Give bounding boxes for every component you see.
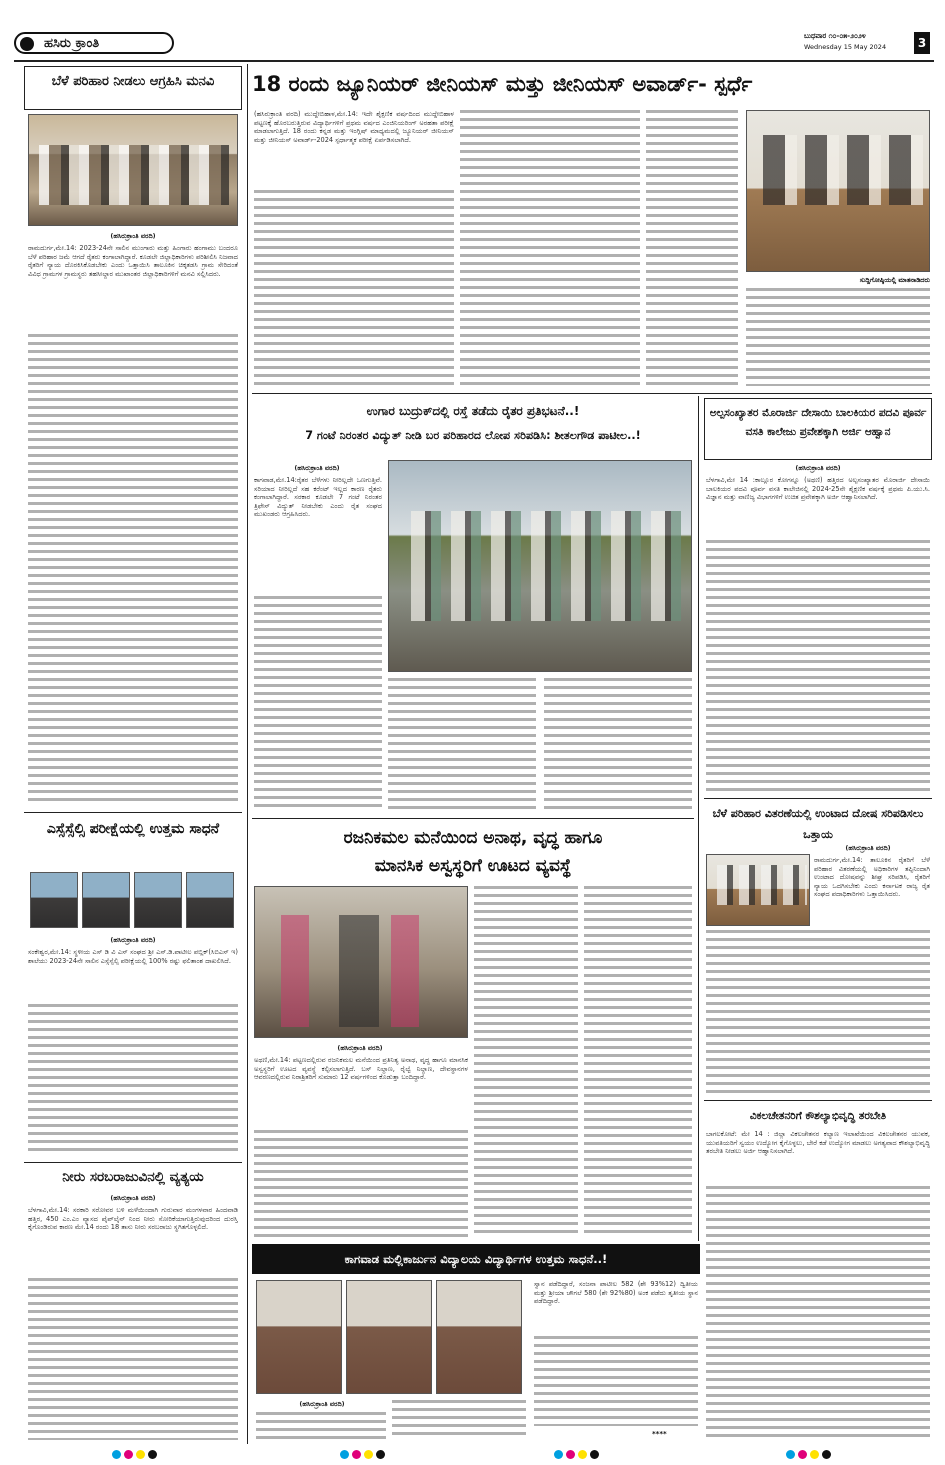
student-photo (346, 1280, 432, 1394)
article-meal-arrangement (252, 822, 694, 1242)
masthead (14, 10, 934, 60)
registration-dot (352, 1450, 361, 1459)
photo-figures (269, 915, 449, 1027)
student-photos (30, 872, 236, 928)
article-body (392, 1400, 526, 1440)
separator (704, 798, 932, 799)
article-body (706, 930, 930, 1094)
article-photo (388, 460, 692, 672)
separator (252, 393, 932, 394)
student-photo (256, 1280, 342, 1394)
registration-dot (148, 1450, 157, 1459)
article-crop-relief-petition (24, 66, 242, 806)
article-water-supply (24, 1162, 242, 1444)
separator (704, 1100, 932, 1101)
article-body (474, 886, 578, 1238)
photo-caption: ಸುದ್ದಿಗೋಷ್ಠಿಯಲ್ಲಿ ಮಾತನಾಡಿದರು (859, 276, 930, 284)
registration-dot (578, 1450, 587, 1459)
article-headline: ಬೆಳೆ ಪರಿಹಾರ ನೀಡಲು ಆಗ್ರಹಿಸಿ ಮನವಿ (24, 66, 242, 110)
article-source: (ಹಸಿರುಕ್ರಾಂತಿ ವರದಿ) (110, 1194, 156, 1202)
masthead-logo (14, 32, 174, 54)
article-school-achievement (252, 1244, 700, 1444)
article-body (534, 1336, 698, 1426)
masthead-rule (14, 60, 934, 62)
article-source: (ಹಸಿರುಕ್ರಾಂತಿ ವರದಿ) (110, 936, 156, 944)
article-body (706, 540, 930, 792)
article-farmers-protest (252, 398, 694, 816)
article-body (28, 1278, 238, 1440)
article-lead: ಬಾಗಲಕೋಟೆ: ಮೇ 14 : ಜಿಲ್ಲಾ ವಿಕಲಚೇತನರ ಕಲ್ಯಾಣ ಇಲಾಖೆಯಿಂದ ವಿಕಲಚೇತನರ ಯುವಕ, ಯುವತಿಯರಿಗೆ ಸ್ವಯಂ ಉದ್ಯೋಗ ಕೈಗೊಳ್ಳಲು, ಬೇರೆ ಕಡೆ ಉದ್ಯೋಗ ಮಾಡಲು ಅಗತ್ಯವಾದ ಕೌಶಲ್ಯಾಭಿವೃದ್ಧಿ ತರಬೇತಿ ನೀಡಲು ಅರ್ಜಿ ಆಹ್ವಾನಿಸಲಾಗಿದೆ. (706, 1130, 930, 1156)
registration-dot (124, 1450, 133, 1459)
registration-dot (810, 1450, 819, 1459)
article-lead: ಕಾಗವಾಡ,ಮೇ.14:ರೈತರ ಬೆಳೆಗಳು ನೀರಿಲ್ಲದೇ ಒಣಗುತ್ತಿವೆ. ಸರಿಯಾದ ನೀರಿಲ್ಲದೆ ಸಹ ಕರೆಂಟ್ ಇಲ್ಲದ ಕಾರಣ ರೈತರು ಕಂಗಾಲಾಗಿದ್ದಾರೆ. ಸರಕಾರ ಕೂಡಲೇ 7 ಗಂಟೆ ನಿರಂತರ ತ್ರಿಫೇಸ್ ವಿದ್ಯುತ್ ನೀಡಬೇಕು ಎಂದು ರೈತ ಸಂಘದ ಮುಖಂಡರು ಆಗ್ರಹಿಸಿದರು. (254, 476, 382, 519)
column-rule-left (247, 64, 248, 1444)
article-headline: ಬೆಳೆ ಪರಿಹಾರ ವಿತರಣೆಯಲ್ಲಿ ಉಂಟಾದ ದೋಷ ಸರಿಪಡಿಸಲು ಒತ್ತಾಯ (712, 807, 924, 841)
article-skill-training (704, 1100, 932, 1444)
article-body (706, 1186, 930, 1440)
registration-dot (590, 1450, 599, 1459)
article-crop-relief-error (704, 798, 932, 1098)
article-admission-notice (704, 398, 932, 796)
end-mark: **** (652, 1430, 667, 1438)
article-body (584, 886, 692, 1238)
student-photo (186, 872, 234, 928)
article-kicker: ಉಗಾರ ಬುದ್ರುಕ್‌ದಲ್ಲಿ ರಸ್ತೆ ತಡೆದು ರೈತರ ಪ್ರತಿಭಟನೆ..! (366, 404, 580, 418)
article-headline: 18 ರಂದು ಜ್ಯೂನಿಯರ್ ಜೀನಿಯಸ್ ಮತ್ತು ಜೀನಿಯಸ್ ಅವಾರ್ಡ್- ಸ್ಪರ್ಧೆ (252, 72, 753, 96)
registration-dot (340, 1450, 349, 1459)
banner-headline: ಕಾಗವಾಡ ಮಲ್ಲಿಕಾರ್ಜುನ ವಿದ್ಯಾಲಯ ವಿದ್ಯಾರ್ಥಿಗಳ ಉತ್ತಮ ಸಾಧನೆ..! (252, 1244, 700, 1274)
article-source: (ಹಸಿರುಕ್ರಾಂತಿ ವರದಿ) (110, 232, 156, 240)
article-body (256, 1412, 386, 1440)
student-photo (30, 872, 78, 928)
registration-dot (566, 1450, 575, 1459)
article-body (28, 1004, 238, 1156)
masthead-logo-mark (20, 37, 34, 51)
article-body (544, 678, 692, 812)
date-kannada: ಬುಧವಾರ ೧೦-೦೫-೨೦೨೪ (804, 32, 866, 40)
article-lead: (ಹಸಿರುಕ್ರಾಂತಿ ವರದಿ) ಮುದ್ದೇಬಿಹಾಳ,ಮೇ.14: ಇದೇ ಶೈಕ್ಷಣಿಕ ವರ್ಷದಿಂದ ಮುದ್ದೇಬಿಹಾಳ ಪಟ್ಟಣಕ್ಕೆ ಹೊರಬರುತ್ತಿರುವ ವಿದ್ಯಾರ್ಥಿಗಳಿಗೆ ಪ್ರಥಮ ವರ್ಷದ ಎಂಜಿನಿಯರಿಂಗ್ ಅರಹತಾ ಪರೀಕ್ಷೆ ಮಾಡಲಾಗುತ್ತಿದೆ. 18 ರಂದು ಕನ್ನಡ ಮತ್ತು ಇಂಗ್ಲಿಷ್ ಮಾಧ್ಯಮದಲ್ಲಿ ಜ್ಯೂನಿಯರ್ ಜೀನಿಯಸ್ ಮತ್ತು ಜೀನಿಯಸ್ ಅವಾರ್ಡ್-2024 ಸ್ಪರ್ಧಾತ್ಮಕ ಪರೀಕ್ಷೆ ಏರ್ಪಡಿಸಲಾಗಿದೆ. (254, 110, 454, 144)
article-headline: 7 ಗಂಟೆ ನಿರಂತರ ವಿದ್ಯುತ್ ನೀಡಿ ಬರ ಪರಿಹಾರದ ಲೋಪ ಸರಿಪಡಿಸಿ: ಶೀತಲಗೌಡ ಪಾಟೀಲ..! (305, 429, 641, 442)
article-photo (254, 886, 468, 1038)
registration-dot (554, 1450, 563, 1459)
article-body (254, 190, 454, 386)
article-lead: ಸಂಕೇಶ್ವರ,ಮೇ.14: ಸ್ಥಳೀಯ ಎಸ್ ಡಿ ವಿ ಎಸ್ ಸಂಘದ ಶ್ರೀ ಎಸ್.ಡಿ.ಪಾಟೀಲ ಪಬ್ಲಿಕ್(ಸಿಬಿಎಸ್ ಇ) ಶಾಲೆಯು 2023-24ನೇ ಸಾಲಿನ ಎಸ್ಸೆಸ್ಸೆಲ್ಸಿ ಪರೀಕ್ಷೆಯಲ್ಲಿ 100% ರಷ್ಟು ಫಲಿತಾಂಶ ದಾಖಲಿಸಿದೆ. (28, 948, 238, 965)
separator (24, 812, 242, 813)
article-body (460, 110, 640, 386)
photo-figures (711, 865, 807, 905)
article-body (28, 334, 238, 802)
article-headline: ಅಲ್ಪಸಂಖ್ಯಾತರ ಮೊರಾರ್ಜಿ ದೇಸಾಯಿ ಬಾಲಕಿಯರ ಪದವಿ ಪೂರ್ವ ವಸತಿ ಕಾಲೇಜು ಪ್ರವೇಶಕ್ಕಾಗಿ ಅರ್ಜಿ ಆಹ್ವಾನ (704, 398, 932, 460)
registration-marks (0, 1450, 945, 1462)
article-lead: ಸ್ವಾನ ಪಡೆದಿದ್ದಾರೆ, ಸಂಜನಾ ಪಾಟೀಲ 582 (ಶೇ 93%12) ದ್ವಿತೀಯ ಮತ್ತು ಶ್ರೀಯಾ ಚೌಗಲೆ 580 (ಶೇ 92%80) ಅಂಕ ಪಡೆದು ತೃತೀಯ ಸ್ಥಾನ ಪಡೆದಿದ್ದಾರೆ. (534, 1280, 698, 1306)
article-source: (ಹಸಿರುಕ್ರಾಂತಿ ವರದಿ) (795, 464, 841, 472)
registration-dot (376, 1450, 385, 1459)
article-genius-award (252, 64, 932, 390)
article-body (388, 678, 536, 812)
article-lead: ಬೆಳಗಾವಿ,ಮೇ.14: ಸರಕಾರಿ ಸರೋವರ ಬಳಿ ಮಳೆಯಿಂದಾಗಿ ಗುರುವಾರ ಮಂಗಳವಾರ ಹಿಂದವಾಡಿ ಹತ್ತಿರ, 450 ಎಂ.ಎಂ ವ್ಯಾಸದ ಪೈಪ್‌ಲೈನ್ ನಿಂದ ನೀರು ಸೋರಿಕೆಯಾಗುತ್ತಿರುವುದರಿಂದ ದುರಸ್ತಿ ಕೈಗೊಂಡಿರುವ ಕಾರಣ ಮೇ.14 ರಂದು 18 ತಾಸು ನೀರು ಸರಬರಾಜು ಸ್ಥಗಿತಗೊಳ್ಳಲಿದೆ. (28, 1206, 238, 1232)
date-english: Wednesday 15 May 2024 (804, 43, 887, 51)
article-body (746, 288, 930, 386)
article-photo (28, 114, 238, 226)
registration-dot (364, 1450, 373, 1459)
article-source: (ಹಸಿರುಕ್ರಾಂತಿ ವರದಿ) (294, 464, 340, 472)
student-photo (82, 872, 130, 928)
separator (252, 818, 694, 819)
article-source: (ಹಸಿರುಕ್ರಾಂತಿ ವರದಿ) (337, 1044, 383, 1052)
masthead-date-block (804, 32, 932, 56)
registration-dot (786, 1450, 795, 1459)
article-headline: ವಿಕಲಚೇತನರಿಗೆ ಕೌಶಲ್ಯಾಭಿವೃದ್ಧಿ ತರಬೇತಿ (749, 1110, 887, 1122)
article-headline: ಎಸ್ಸೆಸ್ಸೆಲ್ಸಿ ಪರೀಕ್ಷೆಯಲ್ಲಿ ಉತ್ತಮ ಸಾಧನೆ (46, 821, 220, 837)
article-headline: ನೀರು ಸರಬರಾಜುವಿನಲ್ಲಿ ವ್ಯತ್ಯಯ (62, 1169, 204, 1185)
page-number: 3 (914, 32, 930, 54)
article-sslc-result (24, 812, 242, 1160)
article-headline: ರಜನಿಕಮಲ ಮನೆಯಿಂದ ಅನಾಥ, ವೃದ್ಧ ಹಾಗೂ ಮಾನಸಿಕ ಅಸ್ವಸ್ಥರಿಗೆ ಊಟದ ವ್ಯವಸ್ಥೆ (343, 828, 603, 876)
photo-figures (755, 135, 923, 205)
article-source: (ಹಸಿರುಕ್ರಾಂತಿ ವರದಿ) (299, 1400, 345, 1408)
column-rule-right (698, 396, 699, 1241)
article-photo (746, 110, 930, 272)
article-body (254, 596, 382, 812)
article-lead: ಬೆಳಗಾವಿ,ಮೇ 14 :ಕಾಲ್ಲೂರ ಕೋಗನ್ನೂ (ಅಥಣಿ) ಹತ್ತಿರದ ಅಲ್ಪಸಂಖ್ಯಾತರ ಮೊರಾರ್ಜಿ ದೇಸಾಯಿ ಬಾಲಕಿಯರ ಪದವಿ ಪೂರ್ವ ವಸತಿ ಕಾಲೇಜಿನಲ್ಲಿ 2024-25ನೇ ಶೈಕ್ಷಣಿಕ ವರ್ಷಕ್ಕೆ ಪ್ರಥಮ ಪಿ.ಯು.ಸಿ. ವಿಜ್ಞಾನ ಮತ್ತು ವಾಣಿಜ್ಯ ವಿಭಾಗಗಳಿಗೆ ಉಚಿತ ಪ್ರವೇಶಕ್ಕಾಗಿ ಅರ್ಜಿ ಆಹ್ವಾನಿಸಲಾಗಿದೆ. (706, 476, 930, 502)
article-lead: ರಾಮದುರ್ಗ,ಮೇ.14: 2023-24ನೇ ಸಾಲಿನ ಮುಂಗಾರು ಮತ್ತು ಹಿಂಗಾರು ಹಂಗಾಮು ಬಂದರೂ ಬೆಳೆ ಪರಿಹಾರ ಜಮೆ ಆಗದೆ ರೈತರು ಕಂಗಾಲಾಗಿದ್ದಾರೆ. ಕೂಡಲೇ ಜಿಲ್ಲಾಧಿಕಾರಿಗಳು ಪರಿಶೀಲಿಸಿ ನಿಜವಾದ ರೈತರಿಗೆ ನ್ಯಾಯ ದೊರಕಿಸಿಕೊಡಬೇಕು ಎಂದು ಒತ್ತಾಯಿಸಿ ತಾಲೂಕಿನ ಚಿಕ್ಕತಡಸಿ ಗ್ರಾಮ ಸೇರಿದಂತೆ ವಿವಿಧ ಗ್ರಾಮಗಳ ಗ್ರಾಮಸ್ಥರು ತಹಸೀಲ್ದಾರ ಮುಖಾಂತರ ಜಿಲ್ಲಾಧಿಕಾರಿಗಳಿಗೆ ಮನವಿ ಸಲ್ಲಿಸಿದರು. (28, 244, 238, 278)
student-photos (256, 1280, 526, 1394)
registration-dot (112, 1450, 121, 1459)
photo-figures (39, 145, 229, 205)
article-lead: ರಾಮದುರ್ಗ,ಮೇ.14: ತಾಲೂಕಿನ ರೈತರಿಗೆ ಬೆಳೆ ಪರಿಹಾರ ವಿತರಣೆಯಲ್ಲಿ ಅಧಿಕಾರಿಗಳ ತಪ್ಪಿನಿಂದಾಗಿ ಉಂಟಾದ ದೋಷವನ್ನು ಶೀಘ್ರ ಸರಿಪಡಿಸಿ, ರೈತರಿಗೆ ನ್ಯಾಯ ಒದಗಿಸಬೇಕು ಎಂದು ಕರ್ನಾಟಕ ರಾಜ್ಯ ರೈತ ಸಂಘದ ಪದಾಧಿಕಾರಿಗಳು ಒತ್ತಾಯಿಸಿದರು. (814, 856, 930, 899)
separator (24, 1162, 242, 1163)
registration-dot (798, 1450, 807, 1459)
registration-dot (822, 1450, 831, 1459)
student-photo (134, 872, 182, 928)
article-body (254, 1130, 468, 1238)
paper-name: ಹಸಿರು ಕ್ರಾಂತಿ (44, 36, 100, 51)
photo-figures (401, 511, 681, 621)
article-source: (ಹಸಿರುಕ್ರಾಂತಿ ವರದಿ) (845, 844, 891, 852)
article-body (646, 110, 738, 386)
student-photo (436, 1280, 522, 1394)
article-photo (706, 854, 810, 926)
registration-dot (136, 1450, 145, 1459)
article-lead: ಅಥಣಿ,ಮೇ.14: ಪಟ್ಟಣದಲ್ಲಿರುವ ರಜನಿಕಮಲ ಮನೆಯಿಂದ ಪ್ರತಿನಿತ್ಯ ಅನಾಥ, ವೃದ್ಧ ಹಾಗೂ ಮಾನಸಿಕ ಅಸ್ವಸ್ಥರಿಗೆ ಊಟದ ವ್ಯವಸ್ಥೆ ಕಲ್ಪಿಸಲಾಗುತ್ತಿದೆ. ಬಸ್ ನಿಲ್ದಾಣ, ರೈಲ್ವೆ ನಿಲ್ದಾಣ, ದೇವಸ್ಥಾನಗಳ ಆವರಣದಲ್ಲಿರುವ ನಿರಾಶ್ರಿತರಿಗೆ ಸುಮಾರು 12 ವರ್ಷಗಳಿಂದ ಕೊಡುತ್ತಾ ಬಂದಿದ್ದಾರೆ. (254, 1056, 468, 1082)
